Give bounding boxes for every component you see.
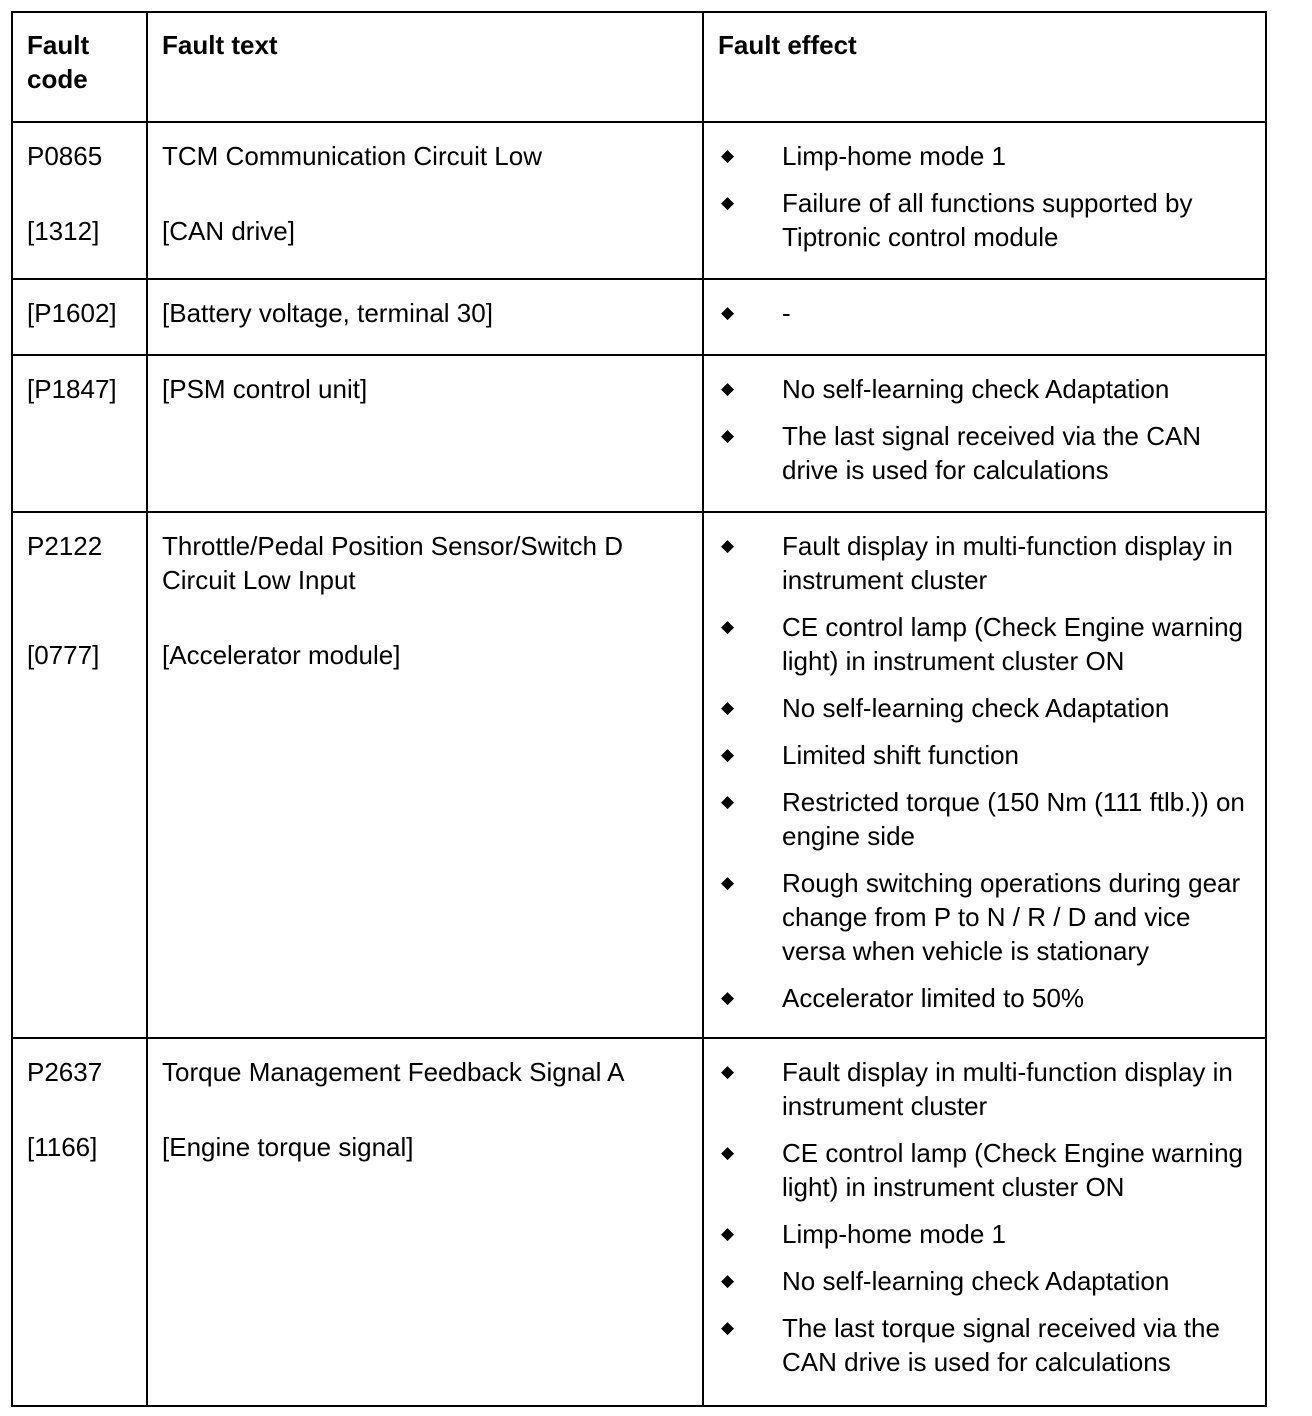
list-item: ◆ Limp-home mode 1 [721, 1219, 1006, 1249]
diamond-bullet-icon: ◆ [721, 1271, 735, 1290]
diamond-bullet-icon: ◆ [721, 303, 735, 322]
diamond-bullet-icon: ◆ [721, 988, 735, 1007]
diamond-bullet-icon: ◆ [721, 1062, 735, 1081]
list-item: ◆ Limited shift function [721, 740, 1020, 770]
fault-code-cell [12, 279, 147, 355]
table-row [12, 355, 1266, 512]
diamond-bullet-icon: ◆ [721, 1224, 735, 1243]
diamond-bullet-icon: ◆ [721, 745, 735, 764]
fault-code-cell [12, 355, 147, 512]
fault-code-internal: [1166] [27, 1132, 98, 1162]
fault-text: TCM Communication Circuit Low [162, 141, 542, 171]
fault-code-table [11, 11, 1267, 1407]
diamond-bullet-icon: ◆ [721, 1143, 735, 1162]
table-row [12, 512, 1266, 1038]
fault-code-cell [12, 512, 147, 1038]
diamond-bullet-icon: ◆ [721, 617, 735, 636]
list-item: ◆ CE control lamp (Check Engine warning light) in instrument cluster ON [721, 612, 1243, 676]
fault-text-component: [Engine torque signal] [162, 1132, 414, 1162]
list-item: ◆ Limp-home mode 1 [721, 141, 1006, 171]
list-item: ◆ No self-learning check Adaptation [721, 693, 1170, 723]
fault-text-component: [CAN drive] [162, 216, 295, 246]
fault-code-internal: [0777] [27, 640, 100, 670]
fault-effect-list [718, 139, 1253, 254]
list-item: ◆ - [721, 298, 791, 328]
fault-code: P2637 [27, 1057, 103, 1087]
fault-code: [P1847] [27, 374, 117, 404]
fault-effect-list [718, 372, 1253, 487]
fault-code: [P1602] [27, 298, 117, 328]
table-row [12, 122, 1266, 279]
fault-code: P0865 [27, 141, 103, 171]
list-item: ◆ Restricted torque (150 Nm (111 ftlb.)) on engine side [721, 787, 1245, 851]
fault-effect-list [718, 1055, 1253, 1379]
fault-code-cell [12, 1038, 147, 1406]
list-item: ◆ No self-learning check Adaptation [721, 1266, 1170, 1296]
fault-code-cell [12, 122, 147, 279]
fault-text: Torque Management Feedback Signal A [162, 1057, 625, 1087]
list-item: ◆ Fault display in multi-function display in instrument cluster [721, 531, 1233, 595]
fault-code-internal: [1312] [27, 216, 100, 246]
header-row [12, 12, 1266, 122]
diamond-bullet-icon: ◆ [721, 1318, 735, 1337]
table-row [12, 1038, 1266, 1406]
fault-effect-list [718, 529, 1253, 1015]
fault-effect-cell [703, 355, 1266, 512]
header-fault-text: Fault text [147, 12, 703, 122]
diamond-bullet-icon: ◆ [721, 146, 735, 165]
diamond-bullet-icon: ◆ [721, 193, 735, 212]
list-item: ◆ Rough switching operations during gear change from P to N / R / D and vice versa when vehicle is stationary [721, 868, 1241, 966]
header-fault-effect: Fault effect [703, 12, 1266, 122]
fault-text-cell [147, 355, 703, 512]
header-fault-code: Fault code [12, 12, 147, 122]
diamond-bullet-icon: ◆ [721, 873, 735, 892]
fault-effect-cell [703, 512, 1266, 1038]
fault-effect-cell [703, 1038, 1266, 1406]
diamond-bullet-icon: ◆ [721, 426, 735, 445]
fault-effect-cell [703, 279, 1266, 355]
fault-text-cell [147, 512, 703, 1038]
fault-effect-list [718, 296, 1253, 330]
fault-code: P2122 [27, 531, 103, 561]
fault-effect-cell [703, 122, 1266, 279]
fault-text: [Battery voltage, terminal 30] [162, 298, 493, 328]
list-item: ◆ No self-learning check Adaptation [721, 374, 1170, 404]
fault-text: [PSM control unit] [162, 374, 368, 404]
diamond-bullet-icon: ◆ [721, 536, 735, 555]
list-item: ◆ The last signal received via the CAN drive is used for calculations [721, 421, 1202, 485]
fault-text-cell [147, 1038, 703, 1406]
fault-text-cell [147, 122, 703, 279]
diamond-bullet-icon: ◆ [721, 792, 735, 811]
table-row [12, 279, 1266, 355]
list-item: ◆ Accelerator limited to 50% [721, 983, 1085, 1013]
list-item: ◆ The last torque signal received via the CAN drive is used for calculations [721, 1313, 1220, 1377]
list-item: ◆ Fault display in multi-function display in instrument cluster [721, 1057, 1233, 1121]
diamond-bullet-icon: ◆ [721, 698, 735, 717]
fault-text: Throttle/Pedal Position Sensor/Switch D Circuit Low Input [162, 531, 623, 595]
list-item: ◆ Failure of all functions supported by Tiptronic control module [721, 188, 1193, 252]
fault-text-component: [Accelerator module] [162, 640, 401, 670]
diamond-bullet-icon: ◆ [721, 379, 735, 398]
fault-text-cell [147, 279, 703, 355]
list-item: ◆ CE control lamp (Check Engine warning light) in instrument cluster ON [721, 1138, 1243, 1202]
